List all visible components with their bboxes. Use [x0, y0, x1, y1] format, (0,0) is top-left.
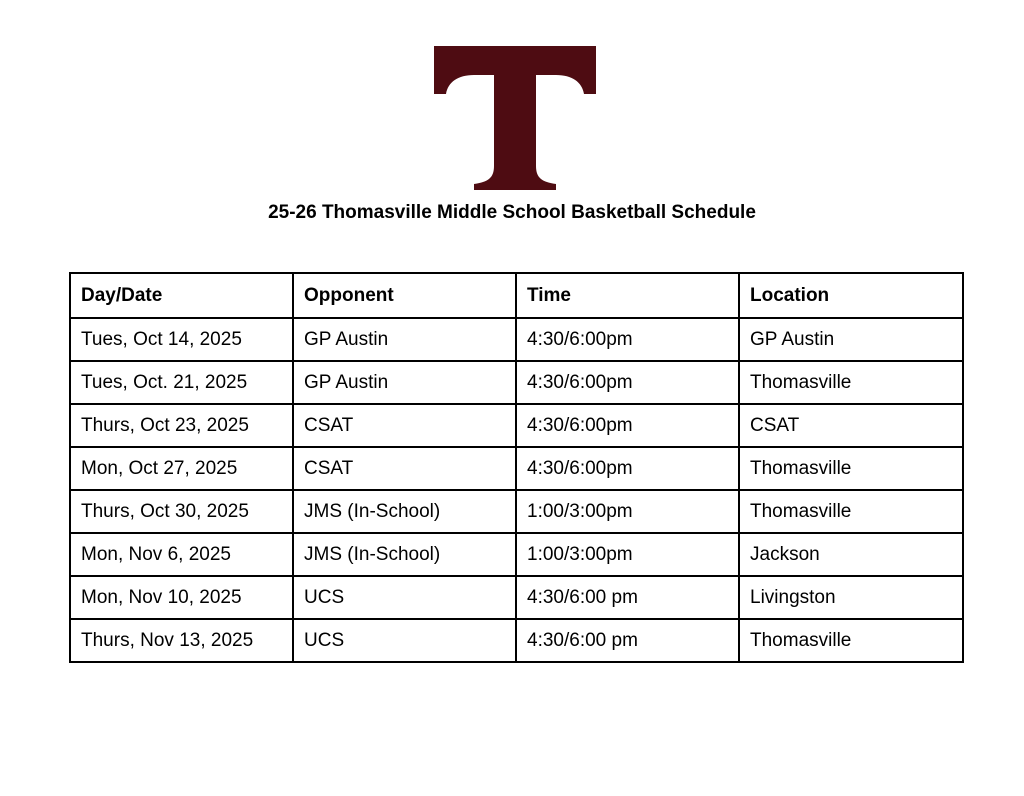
cell-time: 1:00/3:00pm [516, 533, 739, 576]
cell-opponent: UCS [293, 576, 516, 619]
cell-day-date: Thurs, Oct 30, 2025 [70, 490, 293, 533]
cell-opponent: JMS (In-School) [293, 490, 516, 533]
cell-opponent: JMS (In-School) [293, 533, 516, 576]
table-header-row [70, 273, 963, 318]
cell-opponent: GP Austin [293, 361, 516, 404]
cell-time: 4:30/6:00pm [516, 404, 739, 447]
table-row [70, 619, 963, 662]
cell-time: 4:30/6:00 pm [516, 619, 739, 662]
cell-location: Livingston [739, 576, 963, 619]
table-row [70, 490, 963, 533]
cell-opponent: CSAT [293, 404, 516, 447]
table-row [70, 404, 963, 447]
table-row [70, 447, 963, 490]
page-title: 25-26 Thomasville Middle School Basketball Schedule [268, 202, 756, 223]
cell-day-date: Thurs, Nov 13, 2025 [70, 619, 293, 662]
cell-time: 4:30/6:00pm [516, 361, 739, 404]
cell-location: CSAT [739, 404, 963, 447]
cell-location: Thomasville [739, 361, 963, 404]
cell-time: 4:30/6:00 pm [516, 576, 739, 619]
schedule-table [69, 272, 964, 663]
t-logo-icon [434, 46, 596, 190]
cell-time: 4:30/6:00pm [516, 447, 739, 490]
cell-day-date: Mon, Nov 6, 2025 [70, 533, 293, 576]
header-time: Time [516, 273, 739, 318]
cell-day-date: Thurs, Oct 23, 2025 [70, 404, 293, 447]
cell-location: GP Austin [739, 318, 963, 361]
cell-day-date: Mon, Nov 10, 2025 [70, 576, 293, 619]
cell-opponent: UCS [293, 619, 516, 662]
cell-opponent: CSAT [293, 447, 516, 490]
cell-day-date: Tues, Oct 14, 2025 [70, 318, 293, 361]
header-opponent: Opponent [293, 273, 516, 318]
header-location: Location [739, 273, 963, 318]
table-row [70, 318, 963, 361]
cell-time: 4:30/6:00pm [516, 318, 739, 361]
cell-location: Thomasville [739, 447, 963, 490]
school-logo-t [434, 46, 596, 190]
table-row [70, 576, 963, 619]
header-day-date: Day/Date [70, 273, 293, 318]
cell-location: Jackson [739, 533, 963, 576]
cell-location: Thomasville [739, 619, 963, 662]
cell-day-date: Mon, Oct 27, 2025 [70, 447, 293, 490]
cell-time: 1:00/3:00pm [516, 490, 739, 533]
cell-day-date: Tues, Oct. 21, 2025 [70, 361, 293, 404]
cell-opponent: GP Austin [293, 318, 516, 361]
cell-location: Thomasville [739, 490, 963, 533]
table-row [70, 533, 963, 576]
table-row [70, 361, 963, 404]
